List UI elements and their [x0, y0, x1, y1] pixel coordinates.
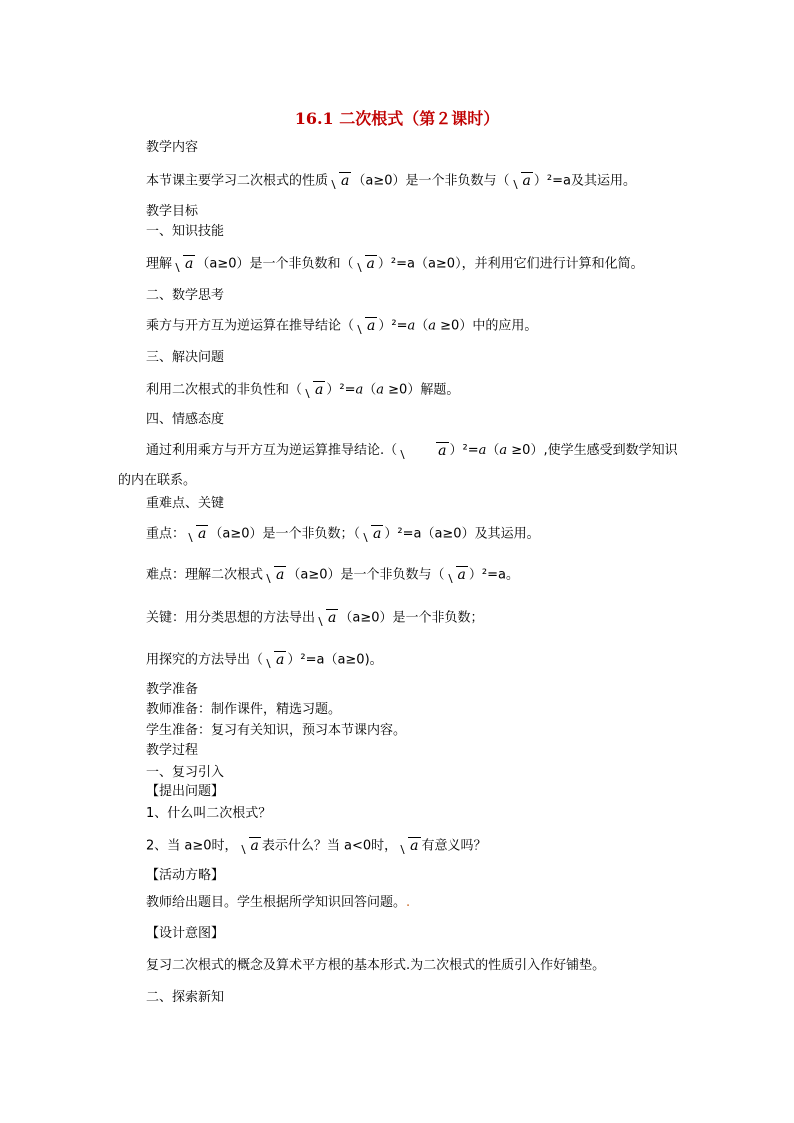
math-thinking-heading: 二、数学思考 [146, 288, 225, 303]
goals-heading: 教学目标 [146, 204, 199, 219]
sqrt-a: a [355, 318, 377, 334]
sqrt-a: a [173, 256, 195, 272]
problem-solving-heading: 三、解决问题 [146, 350, 225, 365]
question-1: 1、什么叫二次根式？ [146, 806, 272, 821]
sqrt-a: a [316, 610, 338, 626]
attitude-paragraph: 通过利用乘方与开方互为逆运算推导结论.（ a ）²=a（a ≥0）,使学生感受到数学知识的内在联系。 [118, 442, 678, 488]
crux-line: 关键：用分类思想的方法导出 a （a≥0）是一个非负数； [146, 610, 484, 626]
key-points-heading: 重难点、关键 [146, 496, 225, 511]
math-thinking-line: 乘方与开方互为逆运算在推导结论（ a ）²=a（a ≥0）中的应用。 [146, 318, 538, 334]
sqrt-a: a [186, 526, 208, 542]
teacher-prep: 教师准备：制作课件，精选习题。 [146, 702, 342, 717]
problem-solving-line: 利用二次根式的非负性和（ a ）²=a（a ≥0）解题。 [146, 382, 460, 398]
sqrt-a: a [329, 173, 351, 189]
sqrt-a: a [264, 652, 286, 668]
student-prep: 学生准备：复习有关知识，预习本节课内容。 [146, 723, 407, 738]
activity-text: 教师给出题目。学生根据所学知识回答问题。. [146, 895, 411, 910]
key-line: 重点： a （a≥0）是一个非负数；（ a ）²=a（a≥0）及其运用。 [146, 526, 540, 542]
design-text: 复习二次根式的概念及算术平方根的基本形式.为二次根式的性质引入作好铺垫。 [146, 958, 606, 973]
skills-line: 理解 a （a≥0）是一个非负数和（ a ）²=a（a≥0），并利用它们进行计算和化简。 [146, 256, 644, 272]
skills-heading: 一、知识技能 [146, 224, 225, 239]
sqrt-a: a [398, 443, 448, 459]
attitude-heading: 四、情感态度 [146, 412, 225, 427]
sqrt-a: a [355, 256, 377, 272]
activity-heading: 【活动方略】 [146, 868, 225, 883]
sqrt-a: a [303, 382, 325, 398]
content-line: 本节课主要学习二次根式的性质 a （a≥0）是一个非负数与（ a ）²=a及其运用。 [146, 173, 636, 189]
review-heading: 一、复习引入 [146, 765, 225, 780]
explore-heading: 二、探索新知 [146, 990, 225, 1005]
sqrt-a: a [361, 526, 383, 542]
question-heading: 【提出问题】 [146, 784, 225, 799]
sqrt-a: a [398, 838, 420, 854]
document-title: 16.1 二次根式（第２课时） [294, 109, 500, 128]
teaching-content-heading: 教学内容 [146, 140, 199, 155]
sqrt-a: a [239, 838, 261, 854]
difficult-line: 难点：理解二次根式 a （a≥0）是一个非负数与（ a ）²=a。 [146, 567, 519, 583]
sqrt-a: a [511, 173, 533, 189]
crux-line-2: 用探究的方法导出（ a ）²=a（a≥0)。 [146, 652, 383, 668]
design-heading: 【设计意图】 [146, 926, 225, 941]
question-2: 2、当 a≥0时， a 表示什么？当 a<0时， a 有意义吗？ [146, 838, 487, 854]
sqrt-a: a [446, 567, 468, 583]
process-heading: 教学过程 [146, 743, 199, 758]
sqrt-a: a [264, 567, 286, 583]
prep-heading: 教学准备 [146, 682, 199, 697]
